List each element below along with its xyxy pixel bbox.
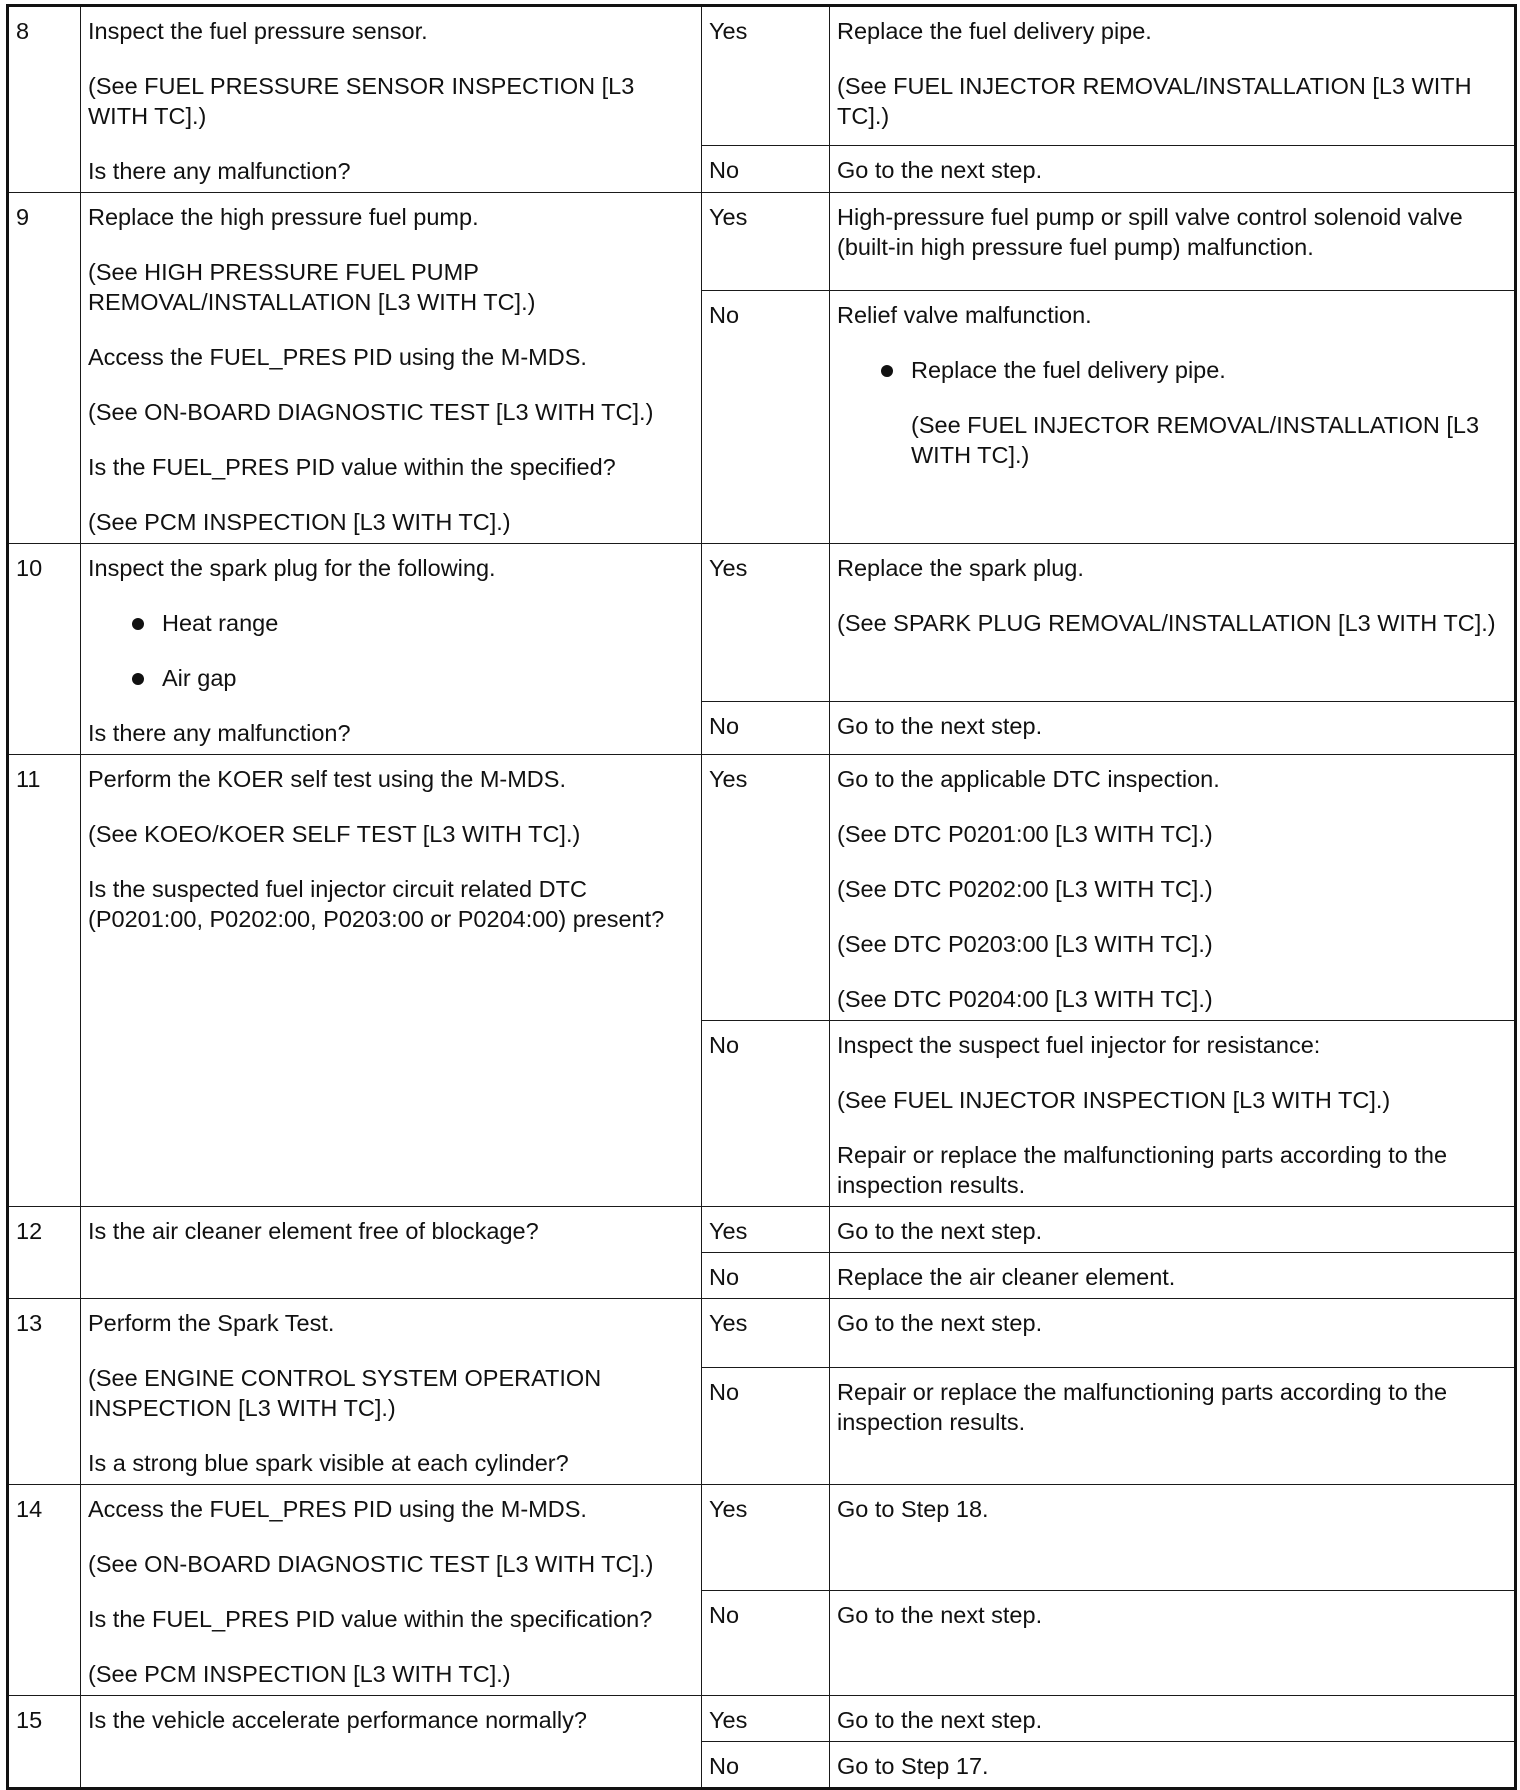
action-reference: (See PCM INSPECTION [L3 WITH TC].) xyxy=(88,509,511,535)
result-no xyxy=(830,146,1516,193)
action-reference: (See ON-BOARD DIAGNOSTIC TEST [L3 WITH TC].) xyxy=(88,399,654,425)
bullet-item: Heat range xyxy=(88,608,694,638)
step-action xyxy=(81,1485,702,1696)
step-number: 13 xyxy=(8,1299,81,1485)
step-number: 11 xyxy=(8,755,81,1207)
step-row-15-yes xyxy=(8,1696,1516,1742)
action-question: Is the air cleaner element free of blockage? xyxy=(88,1218,539,1244)
answer-no: No xyxy=(702,701,830,754)
result-text: High-pressure fuel pump or spill valve control solenoid valve (built-in high pressure fuel pump) malfunction. xyxy=(837,204,1463,260)
answer-yes: Yes xyxy=(702,1207,830,1253)
step-action xyxy=(81,544,702,755)
result-no xyxy=(830,1021,1516,1207)
answer-no: No xyxy=(702,1742,830,1789)
result-yes xyxy=(830,6,1516,146)
result-yes xyxy=(830,193,1516,291)
result-reference: (See FUEL INJECTOR REMOVAL/INSTALLATION [L3 WITH TC].) xyxy=(837,73,1472,129)
answer-yes: Yes xyxy=(702,1299,830,1368)
action-text: Perform the KOER self test using the M-MDS. xyxy=(88,766,566,792)
answer-no: No xyxy=(702,291,830,544)
action-reference: (See FUEL PRESSURE SENSOR INSPECTION [L3 WITH TC].) xyxy=(88,73,635,129)
action-question: Is the vehicle accelerate performance normally? xyxy=(88,1707,587,1733)
result-yes xyxy=(830,1696,1516,1742)
answer-no: No xyxy=(702,1368,830,1485)
step-action xyxy=(81,1299,702,1485)
step-number: 12 xyxy=(8,1207,81,1299)
action-question: Is there any malfunction? xyxy=(88,158,351,184)
step-action xyxy=(81,6,702,193)
answer-yes: Yes xyxy=(702,193,830,291)
action-text: Inspect the spark plug for the following. xyxy=(88,555,496,581)
result-text: Go to the next step. xyxy=(837,1218,1043,1244)
answer-yes: Yes xyxy=(702,1696,830,1742)
result-text: Replace the fuel delivery pipe. xyxy=(837,18,1152,44)
answer-yes: Yes xyxy=(702,544,830,702)
result-text: Go to Step 17. xyxy=(837,1753,989,1779)
action-text: Replace the high pressure fuel pump. xyxy=(88,204,479,230)
result-text: Go to the applicable DTC inspection. xyxy=(837,766,1220,792)
step-row-10-yes xyxy=(8,544,1516,702)
step-number: 9 xyxy=(8,193,81,544)
result-text: Replace the spark plug. xyxy=(837,555,1084,581)
answer-no: No xyxy=(702,146,830,193)
bullet-item: Replace the fuel delivery pipe. xyxy=(837,355,1507,385)
result-text: Repair or replace the malfunctioning parts according to the inspection results. xyxy=(837,1379,1448,1436)
step-row-14-yes xyxy=(8,1485,1516,1591)
step-action xyxy=(81,193,702,544)
troubleshooting-document xyxy=(6,4,1514,1790)
step-row-12-yes xyxy=(8,1207,1516,1253)
result-no xyxy=(830,291,1516,544)
step-row-11-yes xyxy=(8,755,1516,1021)
step-action xyxy=(81,755,702,1207)
action-text: Access the FUEL_PRES PID using the M-MDS. xyxy=(88,344,587,370)
result-no xyxy=(830,1742,1516,1789)
result-reference: (See SPARK PLUG REMOVAL/INSTALLATION [L3 WITH TC].) xyxy=(837,610,1496,636)
result-text: Inspect the suspect fuel injector for resistance: xyxy=(837,1032,1321,1058)
action-text: Inspect the fuel pressure sensor. xyxy=(88,18,428,44)
result-text: Go to the next step. xyxy=(837,1310,1043,1336)
step-number: 14 xyxy=(8,1485,81,1696)
result-yes xyxy=(830,1207,1516,1253)
result-yes xyxy=(830,755,1516,1021)
result-text: Relief valve malfunction. xyxy=(837,302,1092,329)
answer-yes: Yes xyxy=(702,1485,830,1591)
result-yes xyxy=(830,1485,1516,1591)
result-reference: (See DTC P0202:00 [L3 WITH TC].) xyxy=(837,876,1213,902)
answer-no: No xyxy=(702,1021,830,1207)
result-text: Replace the air cleaner element. xyxy=(837,1264,1176,1290)
result-yes xyxy=(830,544,1516,702)
step-row-8-yes xyxy=(8,6,1516,146)
result-yes xyxy=(830,1299,1516,1368)
result-text: Go to the next step. xyxy=(837,1601,1043,1628)
action-reference: (See ON-BOARD DIAGNOSTIC TEST [L3 WITH TC].) xyxy=(88,1551,654,1577)
step-number: 10 xyxy=(8,544,81,755)
step-number: 8 xyxy=(8,6,81,193)
step-row-9-yes xyxy=(8,193,1516,291)
result-no xyxy=(830,1368,1516,1485)
action-reference: (See PCM INSPECTION [L3 WITH TC].) xyxy=(88,1661,511,1687)
result-reference: (See DTC P0204:00 [L3 WITH TC].) xyxy=(837,986,1213,1012)
action-text: Perform the Spark Test. xyxy=(88,1310,335,1336)
result-reference: (See FUEL INJECTOR INSPECTION [L3 WITH TC].) xyxy=(837,1087,1391,1113)
step-action xyxy=(81,1207,702,1299)
action-text: Access the FUEL_PRES PID using the M-MDS. xyxy=(88,1496,587,1522)
step-action xyxy=(81,1696,702,1789)
result-text: Go to the next step. xyxy=(837,1707,1043,1733)
result-no xyxy=(830,701,1516,754)
result-text: Repair or replace the malfunctioning parts according to the inspection results. xyxy=(837,1142,1448,1198)
result-no xyxy=(830,1590,1516,1696)
action-question: Is there any malfunction? xyxy=(88,720,351,746)
step-row-13-yes xyxy=(8,1299,1516,1368)
result-reference: (See DTC P0201:00 [L3 WITH TC].) xyxy=(837,821,1213,847)
answer-no: No xyxy=(702,1590,830,1696)
answer-yes: Yes xyxy=(702,755,830,1021)
action-question: Is the suspected fuel injector circuit related DTC (P0201:00, P0202:00, P0203:00 or P0204:00) present? xyxy=(88,876,665,932)
result-text: Go to Step 18. xyxy=(837,1496,989,1522)
diagnostic-procedure-table xyxy=(6,4,1517,1790)
step-number: 15 xyxy=(8,1696,81,1789)
action-question: Is a strong blue spark visible at each cylinder? xyxy=(88,1450,569,1476)
action-question: Is the FUEL_PRES PID value within the specified? xyxy=(88,454,616,480)
action-reference: (See KOEO/KOER SELF TEST [L3 WITH TC].) xyxy=(88,821,581,847)
action-question: Is the FUEL_PRES PID value within the specification? xyxy=(88,1606,653,1632)
result-no xyxy=(830,1253,1516,1299)
action-reference: (See HIGH PRESSURE FUEL PUMP REMOVAL/INSTALLATION [L3 WITH TC].) xyxy=(88,259,536,315)
result-text: Go to the next step. xyxy=(837,712,1043,739)
action-reference: (See ENGINE CONTROL SYSTEM OPERATION INSPECTION [L3 WITH TC].) xyxy=(88,1365,602,1421)
bullet-item: Air gap xyxy=(88,663,694,693)
answer-no: No xyxy=(702,1253,830,1299)
result-reference: (See DTC P0203:00 [L3 WITH TC].) xyxy=(837,931,1213,957)
answer-yes: Yes xyxy=(702,6,830,146)
result-reference: (See FUEL INJECTOR REMOVAL/INSTALLATION [L3 WITH TC].) xyxy=(911,412,1480,469)
result-text: Go to the next step. xyxy=(837,157,1043,184)
